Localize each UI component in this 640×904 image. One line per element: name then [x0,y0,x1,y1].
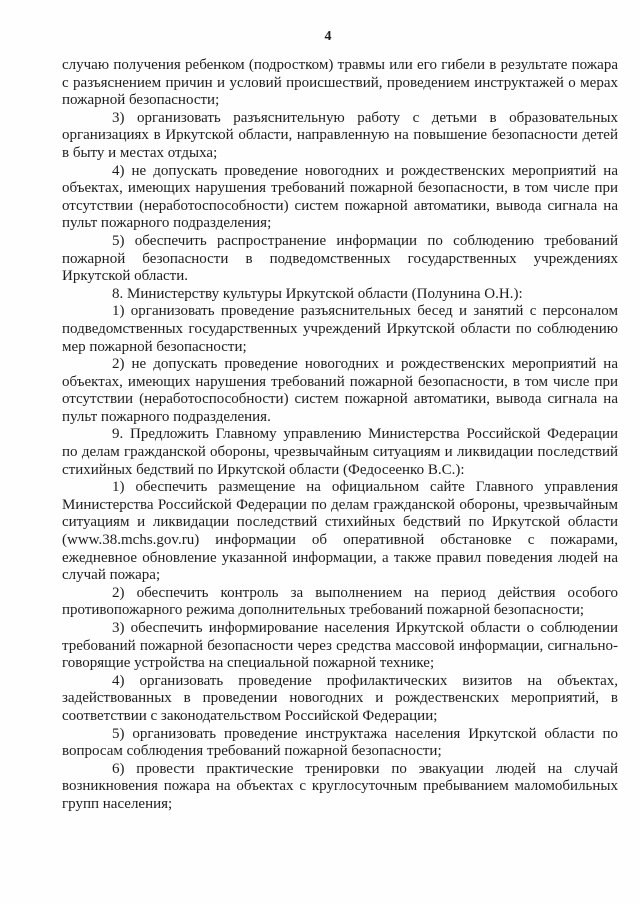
document-body [62,57,618,814]
document-paragraph: 8. Министерству культуры Иркутской области (Полунина О.Н.): [112,285,523,302]
document-paragraph: 3) организовать разъяснительную работу с детьми в образовательных организациях в Иркутской области, направленную на повышение безопасности детей в быту и местах отдыха; [62,109,618,161]
document-paragraph: 1) организовать проведение разъяснительных бесед и занятий с персоналом подведомственных государственных учреждений Иркутской области по соблюдению мер пожарной безопасности; [62,303,618,355]
document-paragraph: 6) провести практические тренировки по эвакуации людей на случай возникновения пожара на объектах с круглосуточным пребыванием маломобильных групп населения; [62,760,618,812]
page-number: 4 [324,29,332,44]
document-paragraph: 2) обеспечить контроль за выполнением на период действия особого противопожарного режима дополнительных требований пожарной безопасности; [62,584,618,619]
document-paragraph: 1) обеспечить размещение на официальном сайте Главного управления Министерства Российской Федерации по делам гражданской обороны, чрезвычайным ситуациям и ликвидации последствий стихийных бедствий по Иркутской области (www.38.mchs.gov.ru) информации об оперативной обстановке с пожарами, ежедневное обновление указанной информации, а также правил поведения людей на случай пожара; [62,479,618,584]
document-paragraph: 5) обеспечить распространение информации по соблюдению требований пожарной безопасности в подведомственных государственных учреждениях Иркутской области. [62,232,618,285]
document-paragraph: случаю получения ребенком (подростком) травмы или его гибели в результате пожара с разъяснением причин и условий происшествий, проведением инструктажей о мерах пожарной безопасности; [62,57,618,109]
document-paragraph: 9. Предложить Главному управлению Министерства Российской Федерации по делам гражданской обороны, чрезвычайным ситуациям и ликвидации последствий стихийных бедствий по Иркутской области (Федосеенко В.С.): [62,426,618,478]
document-paragraph: 3) обеспечить информирование населения Иркутской области о соблюдении требований пожарной безопасности через средства массовой информации, сигнально-говорящие устройства на специальной пожарной технике; [62,620,618,672]
document-paragraph: 5) организовать проведение инструктажа населения Иркутской области по вопросам соблюдения требований пожарной безопасности; [62,725,618,760]
document-paragraph: 2) не допускать проведение новогодних и рождественских мероприятий на объектах, имеющих нарушения требований пожарной безопасности, в том числе при отсутствии (неработоспособности) систем пожарной автоматики, вывода сигнала на пульт пожарного подразделения. [62,356,618,425]
document-paragraph: 4) организовать проведение профилактических визитов на объектах, задействованных в проведении новогодних и рождественских мероприятий, в соответствии с законодательством Российской Федерации; [62,672,618,724]
document-paragraph: 4) не допускать проведение новогодних и рождественских мероприятий на объектах, имеющих нарушения требований пожарной безопасности, в том числе при отсутствии (неработоспособности) систем пожарной автоматики, вывода сигнала на пульт пожарного подразделения; [62,162,618,232]
